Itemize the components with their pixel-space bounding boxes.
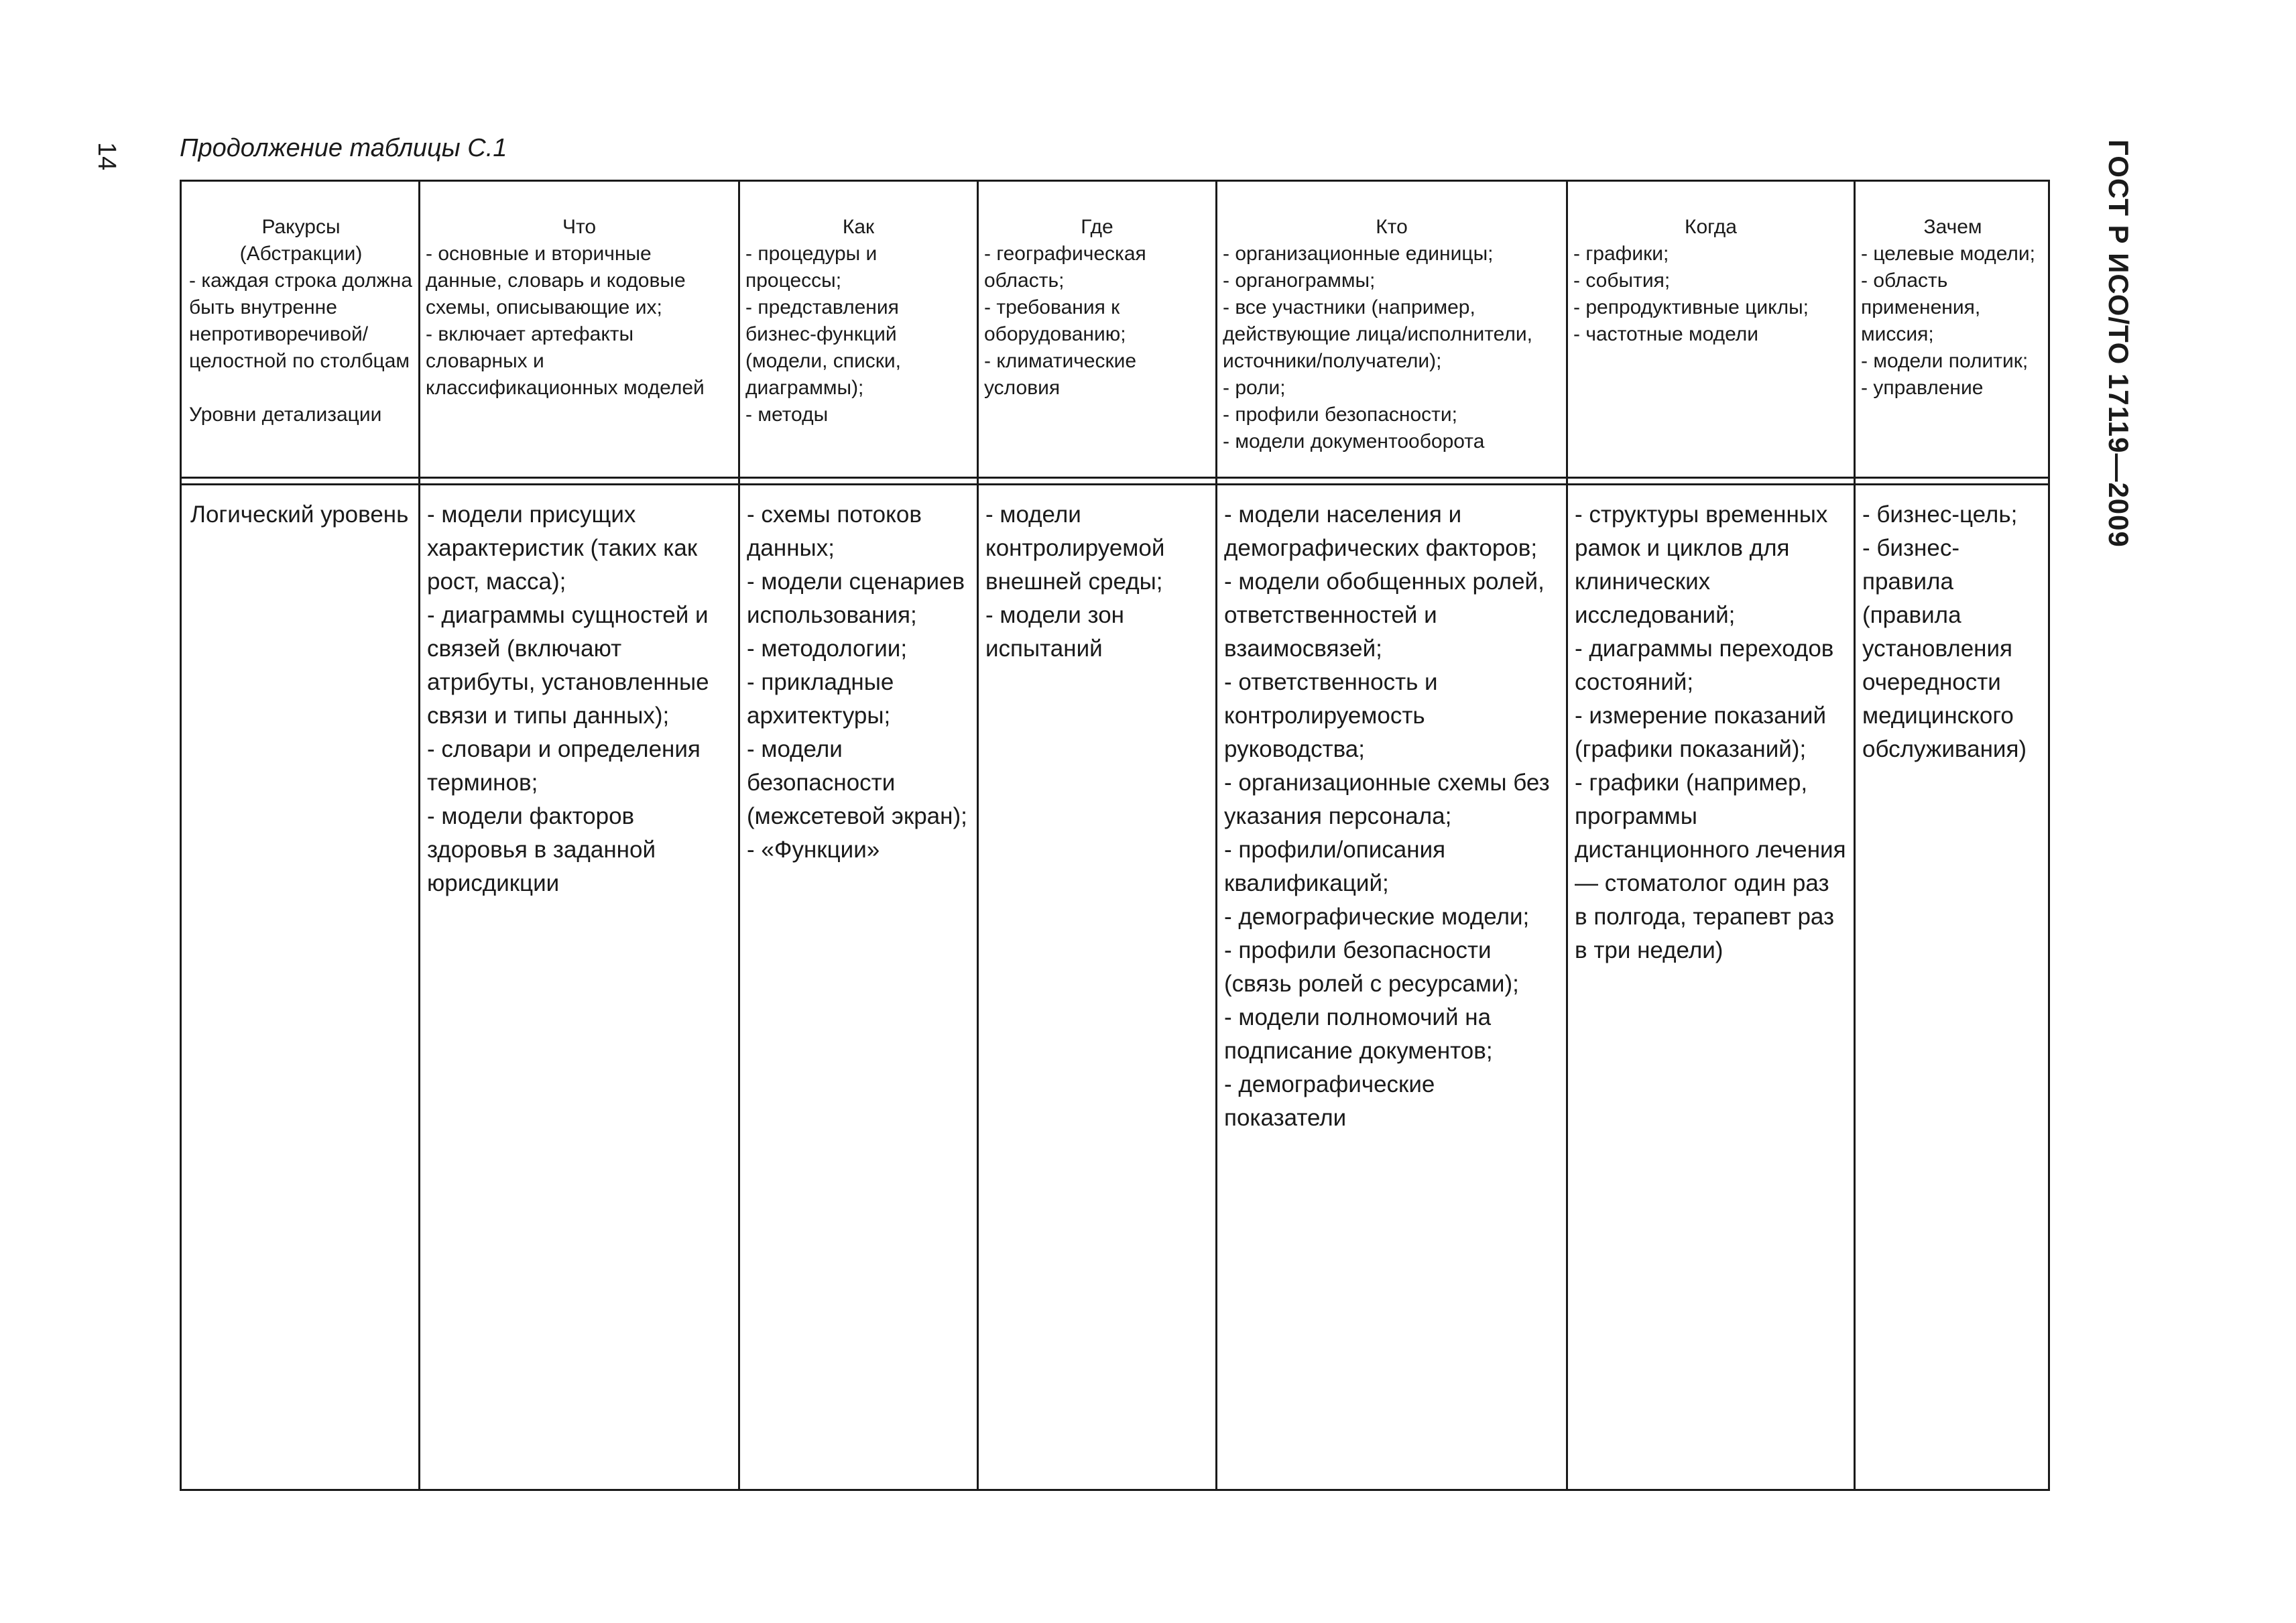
table-cell-why: - бизнес-цель; - бизнес-правила (правила установления очередности медицинского обслуживания) <box>1862 501 2027 762</box>
header-cell-where <box>979 187 1215 455</box>
header-title: Как <box>842 216 875 238</box>
header-title: Ракурсы (Абстракции) <box>239 216 363 265</box>
table-cell-where: - модели контролируемой внешней среды; - модели зон испытаний <box>985 501 1165 662</box>
header-text: - графики; - события; - репродуктивные циклы; - частотные модели <box>1573 243 1809 345</box>
header-separator <box>182 483 2048 485</box>
table-caption: Продолжение таблицы С.1 <box>180 134 507 162</box>
row-level-label: Логический уровень <box>190 501 409 528</box>
header-cell-why <box>1856 187 2050 455</box>
header-cell-how <box>740 187 977 455</box>
standard-title: ГОСТ Р ИСО/ТО 17119—2009 <box>2103 139 2134 548</box>
header-title: Зачем <box>1923 216 1982 238</box>
header-title: Кто <box>1376 216 1408 238</box>
header-separator <box>182 477 2048 479</box>
header-cell-what <box>420 187 738 455</box>
header-cell-perspectives <box>184 187 418 455</box>
table-cell-who: - модели населения и демографических факторов; - модели обобщенных ролей, ответственностей и взаимосвязей; - ответственность и контролируемость руководства; - организационные схемы без указания персонала; - профили/описания квалификаций; - демографические модели; - профили безопасности (связь ролей с ресурсами); - модели полномочий на подписание документов; - демографические показатели <box>1224 501 1550 1131</box>
header-title: Что <box>562 216 597 238</box>
header-text: - процедуры и процессы; - представления бизнес-функций (модели, списки, диаграммы); - методы <box>745 243 901 426</box>
header-text: - каждая строка должна быть внутренне непротиворечивой/целостной по столбцам Уровни детализации <box>189 269 412 426</box>
table-cell-how: - схемы потоков данных; - модели сценариев использования; - методологии; - прикладные архитектуры; - модели безопасности (межсетевой экран); - «Функции» <box>747 501 967 863</box>
header-text: - основные и вторичные данные, словарь и кодовые схемы, описывающие их; - включает артефакты словарных и классификационных моделей <box>426 243 705 399</box>
header-text: - географическая область; - требования к оборудованию; - климатические условия <box>984 243 1146 399</box>
header-text: - целевые модели; - область применения, миссия; - модели политик; - управление <box>1861 243 2036 399</box>
header-text: - организационные единицы; - органограммы; - все участники (например, действующие лица/исполнители, источники/получатели); - роли; - профили безопасности; - модели документооборота <box>1223 243 1532 453</box>
table-cell-what: - модели присущих характеристик (таких как рост, масса); - диаграммы сущностей и связей (включают атрибуты, установленные связи и типы данных); - словари и определения терминов; - модели факторов здоровья в заданной юрисдикции <box>427 501 709 896</box>
header-title: Когда <box>1685 216 1737 238</box>
page-number: 14 <box>93 142 121 171</box>
table-cell-when: - структуры временных рамок и циклов для клинических исследований; - диаграммы переходов состояний; - измерение показаний (графики показаний); - графики (например, программы дистанционного лечения — стоматолог один раз в полгода, терапевт раз в три недели) <box>1575 501 1846 963</box>
header-cell-who <box>1217 187 1566 455</box>
data-table <box>180 180 2050 1491</box>
header-title: Где <box>1081 216 1113 238</box>
header-cell-when <box>1568 187 1854 455</box>
